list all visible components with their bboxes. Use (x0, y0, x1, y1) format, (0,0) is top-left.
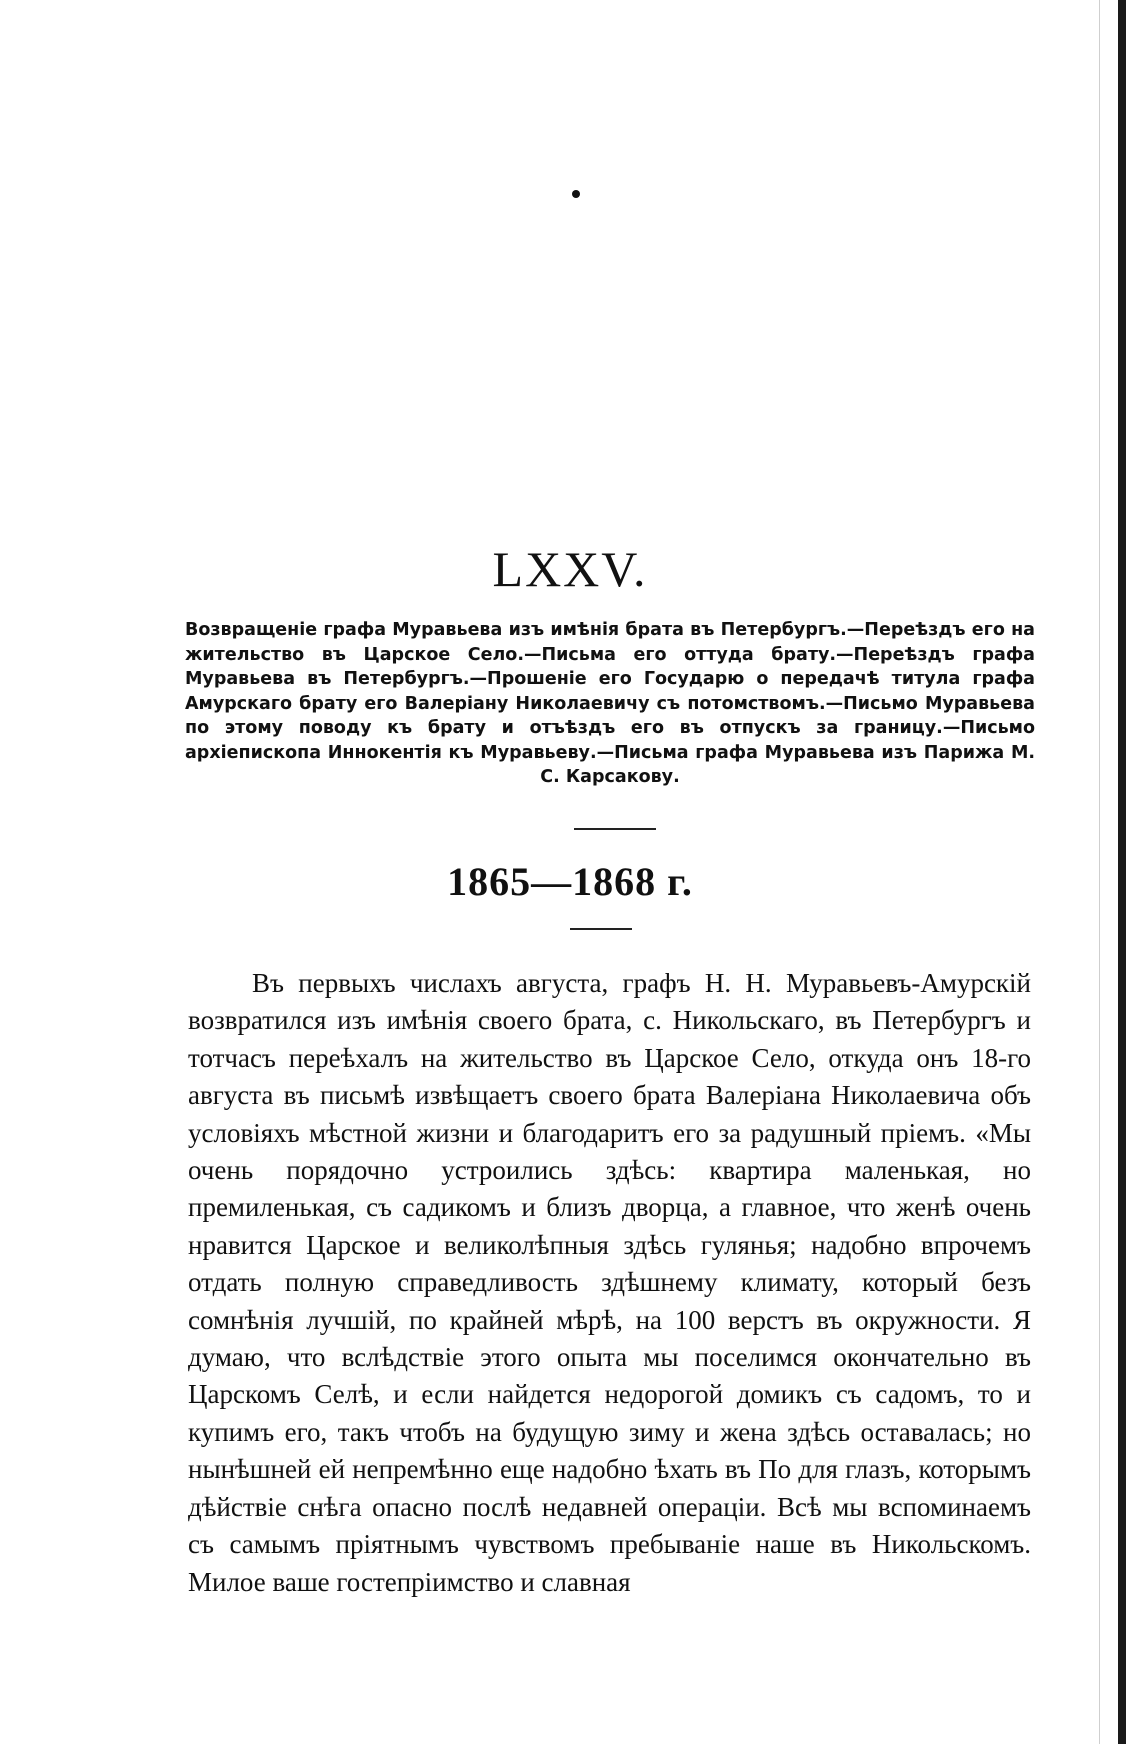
date-heading: 1865—1868 г. (447, 859, 693, 904)
separator-rule-short (570, 928, 632, 930)
chapter-number: LXXV. (492, 541, 648, 597)
chapter-summary: Возвращеніе графа Муравьева изъ имѣнія брата въ Петербургъ.—Переѣздъ его на жительство въ Царское Село.—Письма его оттуда брату.—Переѣздъ графа Муравьева въ Петербургъ.—Прошеніе его Государю о передачѣ титула графа Амурскаго брату его Валеріану Николаевичу съ потомствомъ.—Письмо Муравьева по этому поводу къ брату и отъѣздъ его въ отпускъ за границу.—Письмо архіепископа Иннокентія къ Муравьеву.—Письма графа Муравьева изъ Парижа М. С. Карсакову. (185, 620, 1035, 787)
body-paragraph: Въ первыхъ числахъ августа, графъ Н. Н. Муравьевъ-Амурскій возвратился изъ имѣнія своего брата, с. Никольскаго, въ Петербургъ и тотчасъ переѣхалъ на жительство въ Царское Село, откуда онъ 18-го августа въ письмѣ извѣщаетъ своего брата Валеріана Николаевича объ условіяхъ мѣстной жизни и благодаритъ его за радушный пріемъ. «Мы очень порядочно устроились здѣсь: квартира маленькая, но премиленькая, съ садикомъ и близъ дворца, а главное, что женѣ очень нравится Царское и великолѣпныя здѣсь гулянья; надобно впрочемъ отдать полную справедливость здѣшнему климату, который безъ сомнѣнія лучшій, по крайней мѣрѣ, на 100 верстъ въ окружности. Я думаю, что вслѣдствіе этого опыта мы поселимся окончательно въ Царскомъ Селѣ, и если найдется недорогой домикъ съ садомъ, то и купимъ его, такъ чтобъ на будущую зиму и жена здѣсь оставалась; но нынѣшней ей непремѣнно еще надобно ѣхать въ По для глазъ, которымъ дѣйствіе снѣга опасно послѣ недавней операціи. Всѣ мы вспоминаемъ съ самымъ пріятнымъ чувствомъ пребываніе наше въ Никольскомъ. Милое ваше гостепріимство и славная (188, 968, 1031, 1597)
separator-rule (574, 828, 656, 830)
ink-dot (572, 190, 580, 198)
